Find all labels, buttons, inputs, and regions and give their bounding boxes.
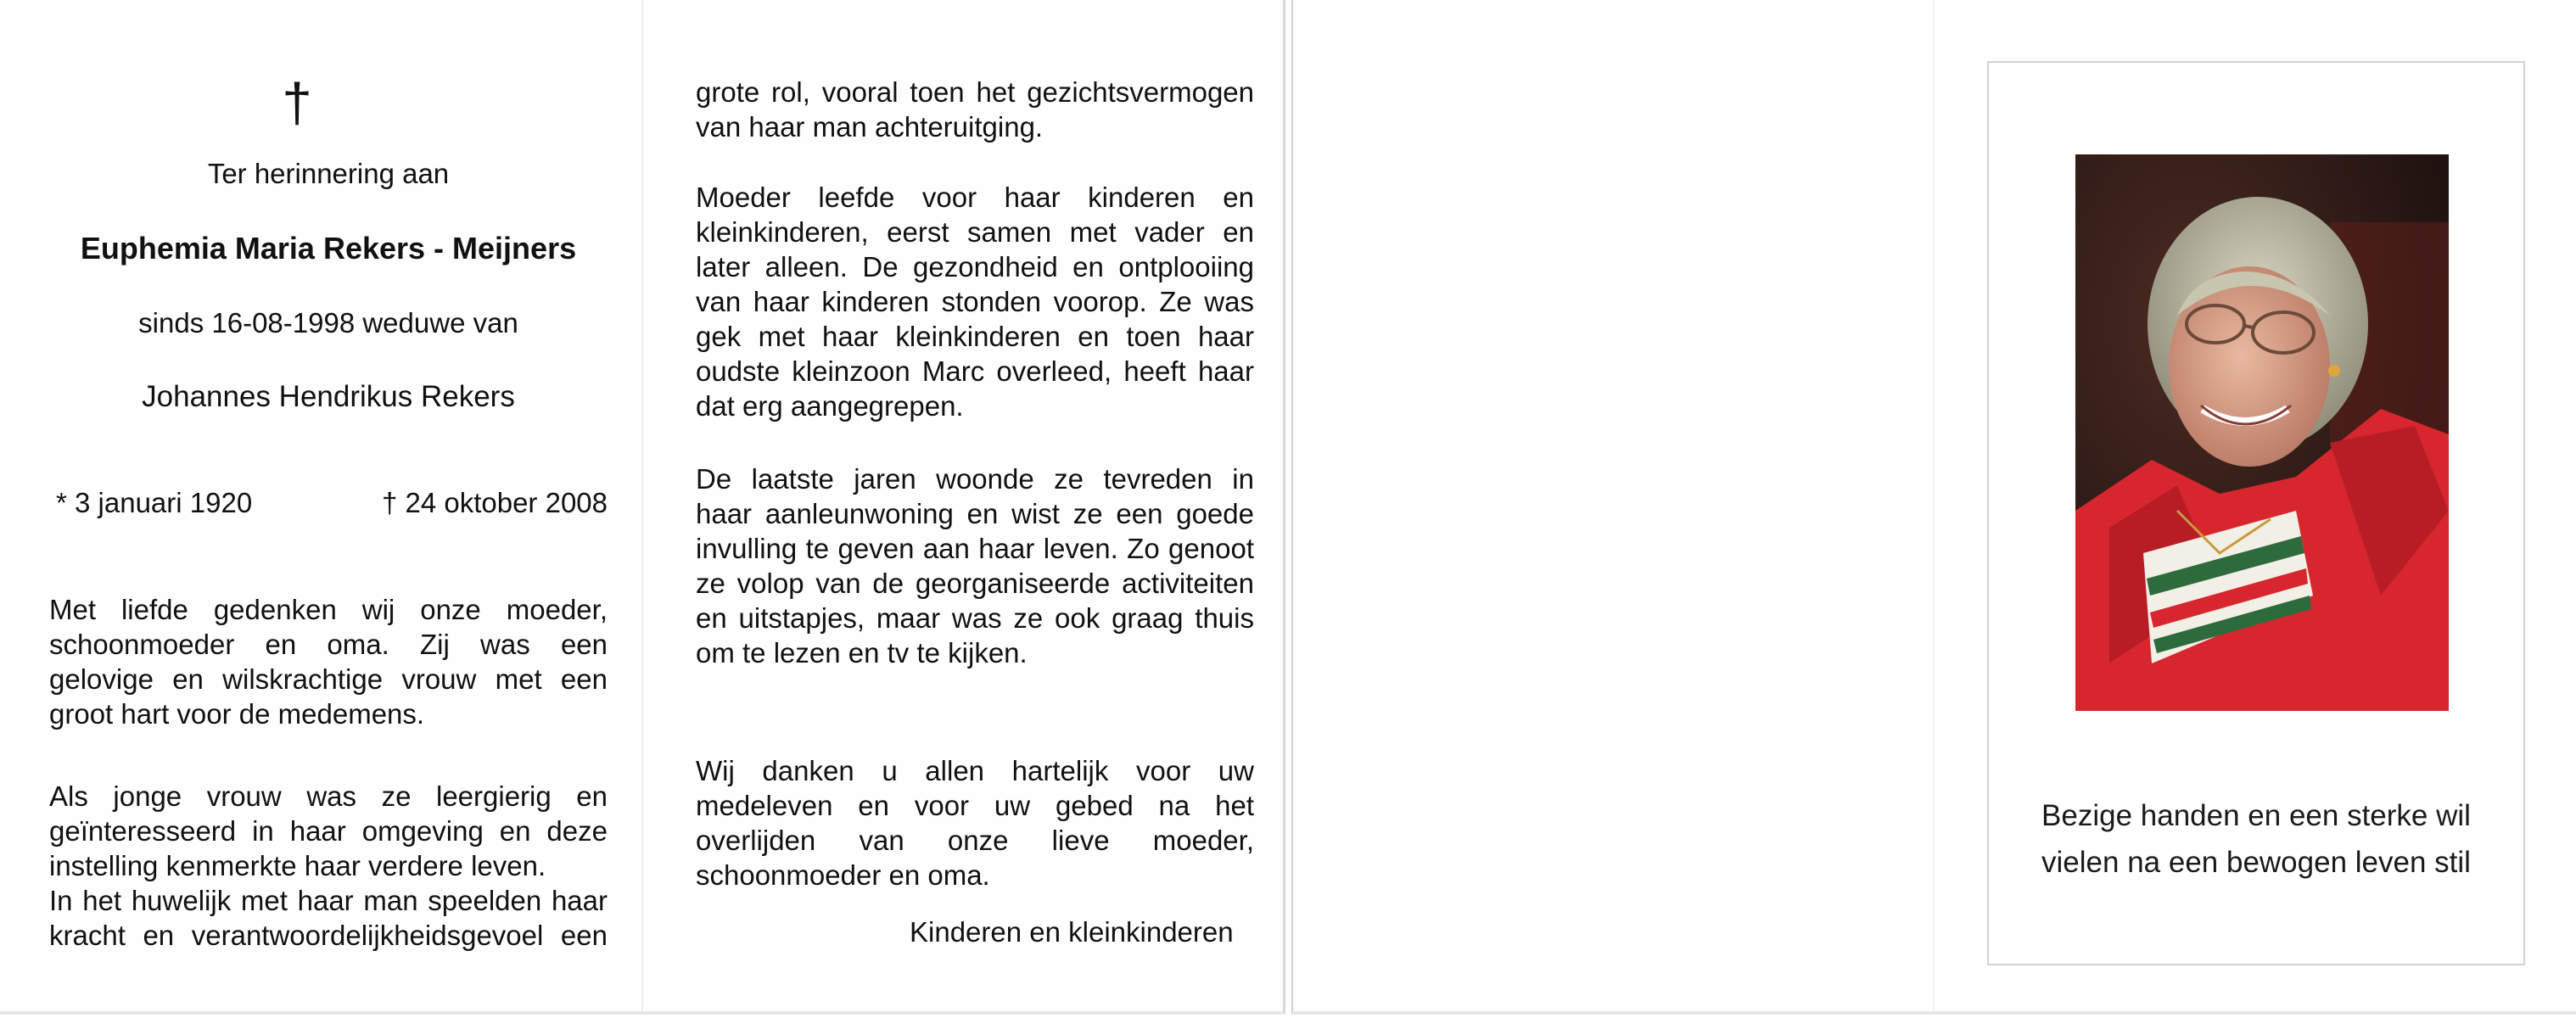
text-line: gelovige en wilskrachtige vrouw met een bbox=[49, 663, 608, 695]
text-line: schoonmoeder en oma. Zij was een bbox=[49, 629, 608, 660]
paragraph-youth bbox=[49, 779, 608, 953]
text-line: groot hart voor de medemens. bbox=[49, 698, 425, 730]
deceased-name: Euphemia Maria Rekers - Meijners bbox=[80, 231, 577, 266]
text-line: van haar kinderen stonden voorop. Ze was bbox=[696, 286, 1254, 317]
birth-date: * 3 januari 1920 bbox=[56, 487, 253, 518]
intro-text: Ter herinnering aan bbox=[207, 158, 450, 189]
text-line: kracht en verantwoordelijkheidsgevoel een bbox=[49, 920, 608, 951]
quote-line: Bezige handen en een sterke wil bbox=[2041, 799, 2471, 832]
text-line: Met liefde gedenken wij onze moeder, bbox=[49, 594, 608, 625]
paragraph-continued bbox=[696, 75, 1254, 144]
text-line: om te lezen en tv te kijken. bbox=[696, 637, 1028, 668]
text-line: In het huwelijk met haar man speelden haar bbox=[49, 885, 608, 916]
fold-line bbox=[641, 0, 643, 1011]
widow-line: sinds 16-08-1998 weduwe van bbox=[138, 307, 518, 338]
text-line: schoonmoeder en oma. bbox=[696, 859, 990, 891]
text-line: kleinkinderen, eerst samen met vader en bbox=[696, 216, 1254, 248]
text-line: grote rol, vooral toen het gezichtsvermogen bbox=[696, 76, 1254, 108]
portrait-illustration bbox=[2075, 154, 2449, 711]
text-line: medeleven en voor uw gebed na het bbox=[696, 790, 1254, 821]
portrait-photo bbox=[2075, 154, 2449, 711]
text-line: invulling te geven aan haar leven. Zo genoot bbox=[696, 533, 1254, 564]
cross-icon: † bbox=[282, 72, 312, 133]
text-line: later alleen. De gezondheid en ontplooiing bbox=[696, 251, 1254, 282]
death-date: † 24 oktober 2008 bbox=[381, 487, 608, 518]
text-line: De laatste jaren woonde ze tevreden in bbox=[696, 463, 1254, 495]
paragraph-thanks bbox=[696, 753, 1254, 892]
signature: Kinderen en kleinkinderen bbox=[910, 916, 1234, 948]
closing-quote bbox=[1987, 792, 2525, 886]
text-line: en uitstapjes, maar was ze ook graag thuis bbox=[696, 602, 1254, 634]
paragraph-later-years bbox=[696, 461, 1254, 670]
text-line: Wij danken u allen hartelijk voor uw bbox=[696, 755, 1254, 786]
text-line: ze volop van de georganiseerde activiteiten bbox=[696, 568, 1254, 599]
husband-name: Johannes Hendrikus Rekers bbox=[142, 380, 515, 413]
text-line: instelling kenmerkte haar verdere leven. bbox=[49, 850, 546, 881]
text-line: gek met haar kleinkinderen en toen haar bbox=[696, 321, 1254, 352]
text-line: dat erg aangegrepen. bbox=[696, 390, 964, 422]
text-line: Als jonge vrouw was ze leergierig en bbox=[49, 780, 608, 812]
text-line: geïnteresseerd in haar omgeving en deze bbox=[49, 815, 608, 847]
fold-line bbox=[1933, 0, 1935, 1011]
paragraph-memory bbox=[49, 592, 608, 731]
paragraph-mother bbox=[696, 180, 1254, 423]
text-line: oudste kleinzoon Marc overleed, heeft haar bbox=[696, 355, 1254, 387]
quote-line: vielen na een bewogen leven stil bbox=[2041, 846, 2471, 879]
text-line: van haar man achteruitging. bbox=[696, 111, 1044, 143]
text-line: Moeder leefde voor haar kinderen en bbox=[696, 182, 1254, 213]
text-line: haar aanleunwoning en wist ze een goede bbox=[696, 498, 1254, 529]
text-line: overlijden van onze lieve moeder, bbox=[696, 825, 1254, 856]
